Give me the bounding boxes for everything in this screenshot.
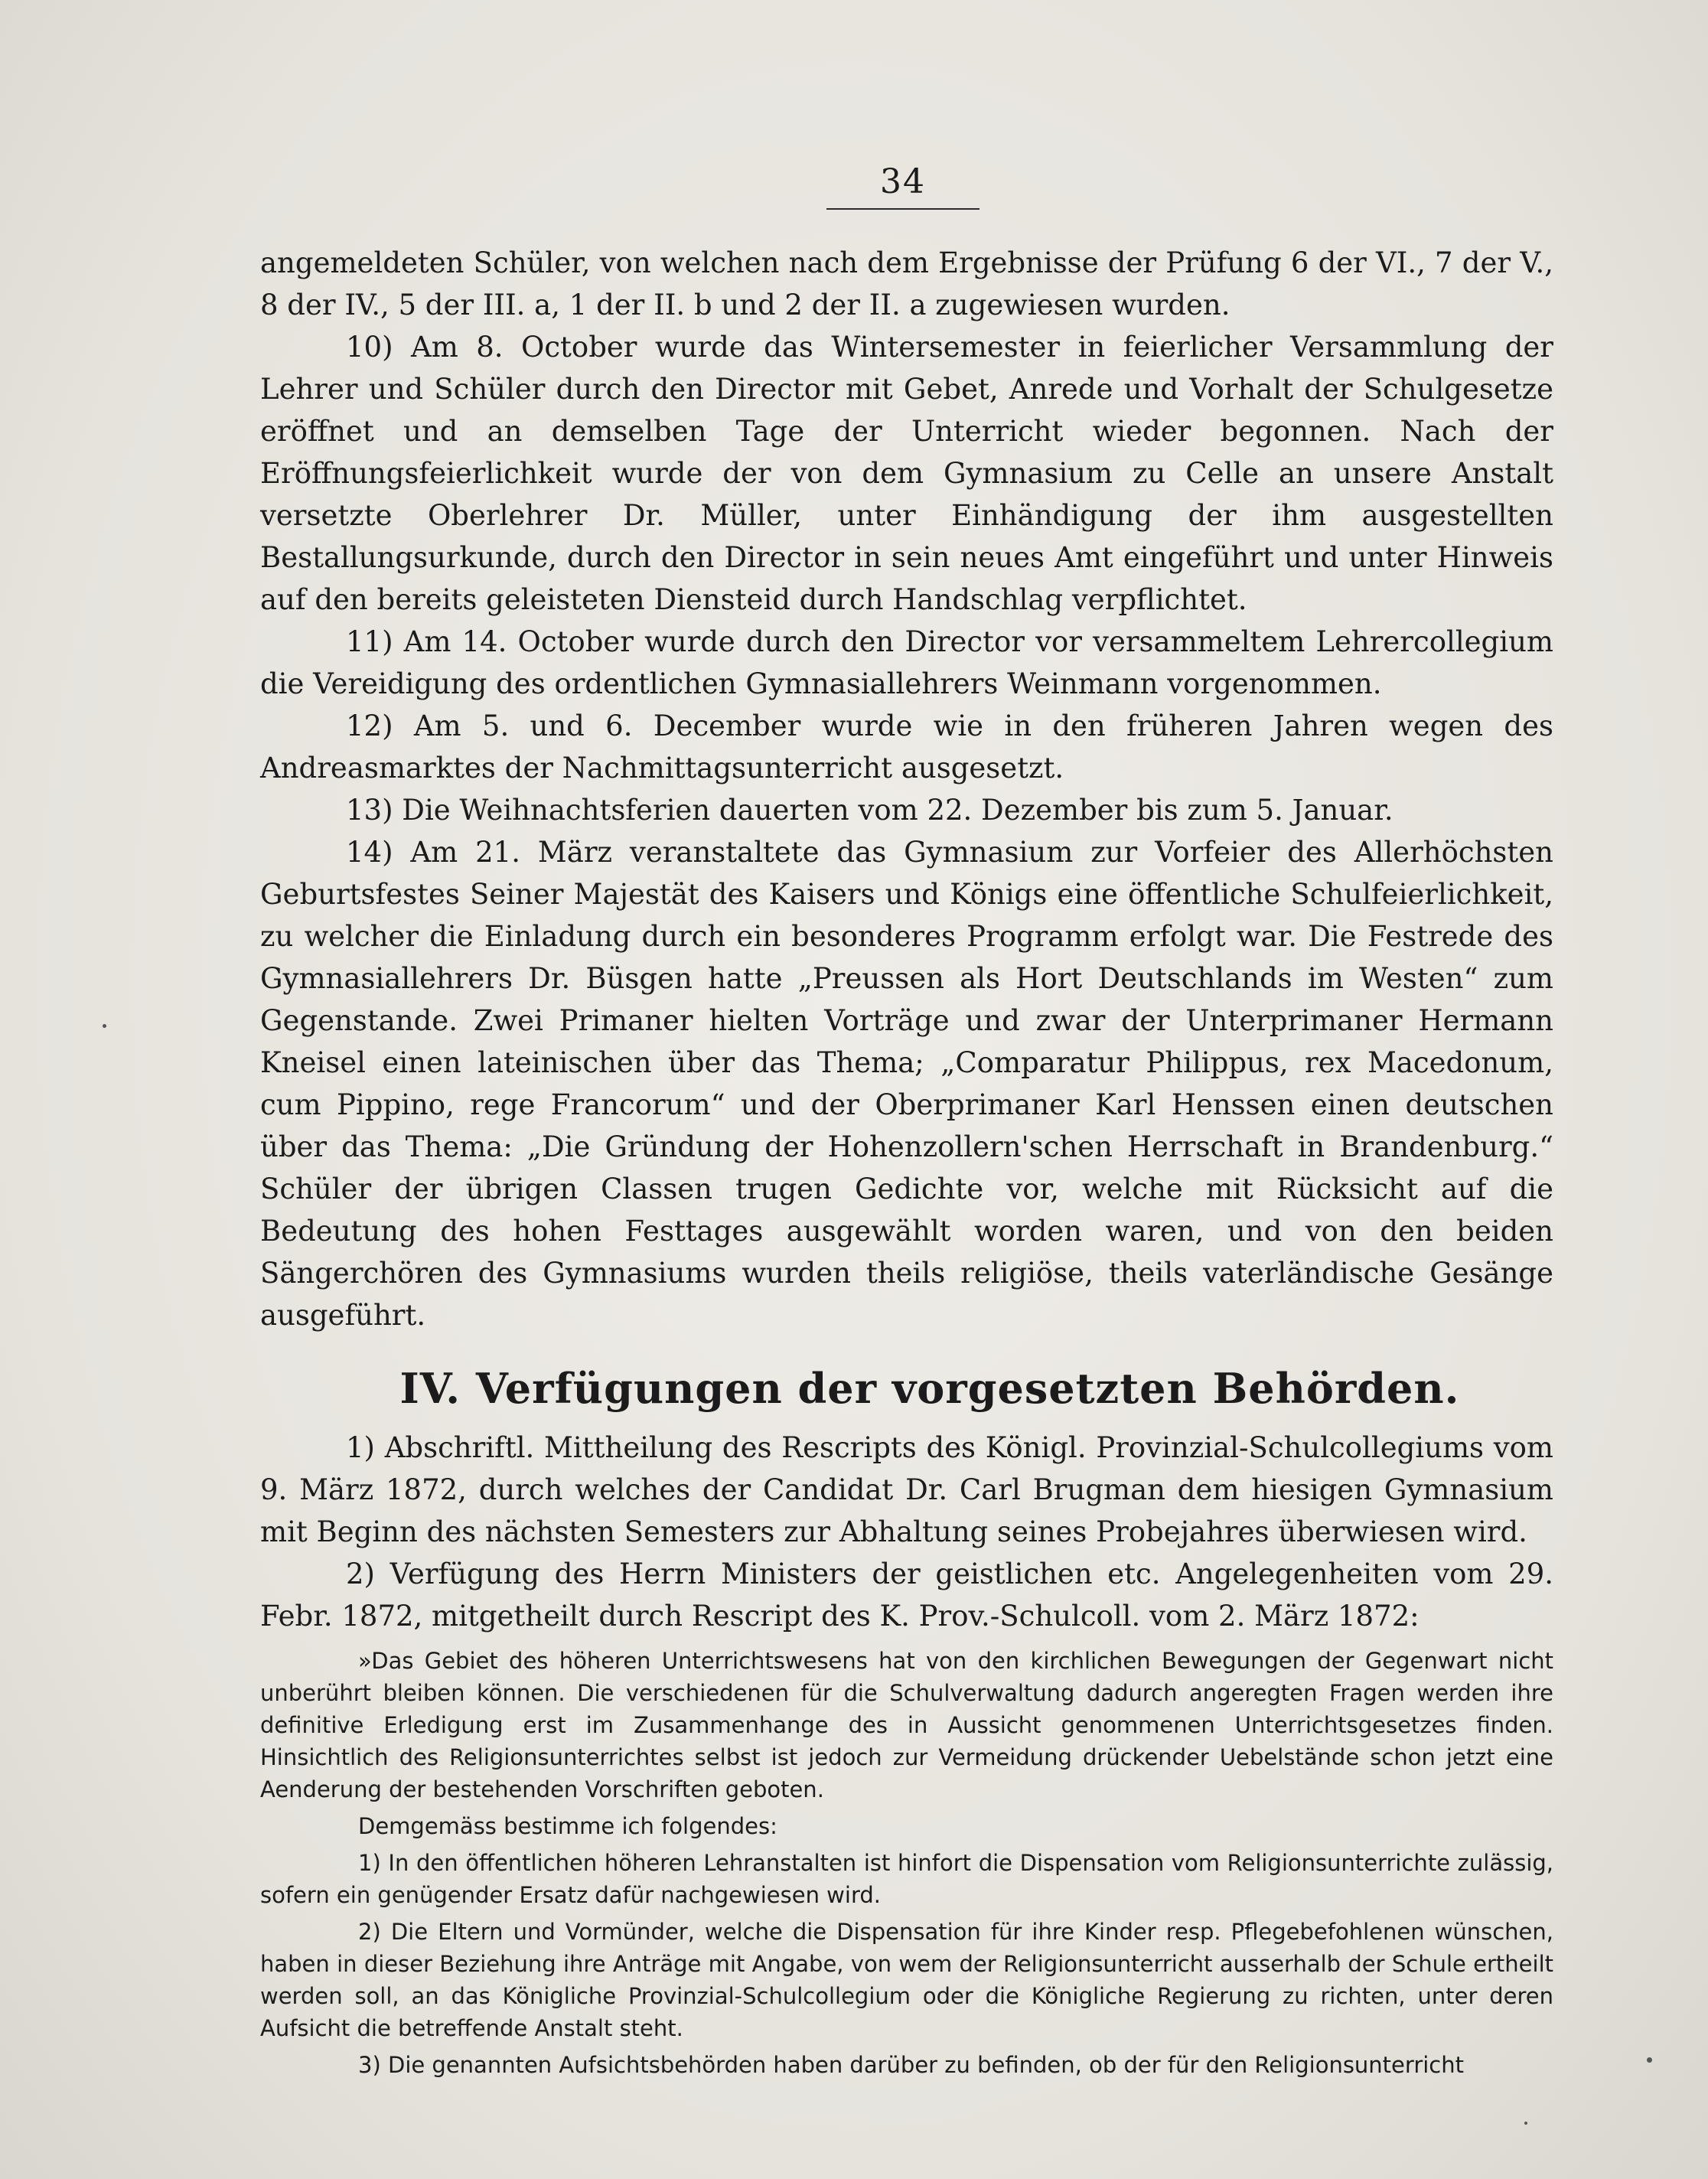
section-item-1: 1) Abschriftl. Mittheilung des Rescripts des Königl. Provinzial-Schulcollegiums vom 9. März 1872, durch welches der Candidat Dr. Carl Brugman dem hiesigen Gymnasium mit Beginn des nächsten Semesters zur Abhaltung seines Probejahres überwiesen wird. xyxy=(260,1431,1553,1548)
paragraph-continuation: angemeldeten Schüler, von welchen nach dem Ergebnisse der Prüfung 6 der VI., 7 der V., 8 der IV., 5 der III. a, 1 der II. b und 2 der II. a zugewiesen wurden. xyxy=(260,246,1553,321)
page-number: 34 xyxy=(880,162,926,201)
section-heading: IV. Verfügungen der vorgesetzten Behörden. xyxy=(399,1364,1460,1413)
paper-speck xyxy=(103,1024,106,1028)
quote-rule-2: 2) Die Eltern und Vormünder, welche die Dispensation für ihre Kinder resp. Pflegebefohlenen wünschen, haben in dieser Beziehung ihre Anträge mit Angabe, von wem der Religionsunterricht ausserhalb der Schule ertheilt werden soll, an das Königliche Provinzial-Schulcollegium oder die Königliche Regierung zu richten, unter deren Aufsicht die betreffende Anstalt steht. xyxy=(260,1919,1553,2041)
quote-intro: »Das Gebiet des höheren Unterrichtswesens hat von den kirchlichen Bewegungen der Gegenwart nicht unberührt bleiben können. Die verschiedenen für die Schulverwaltung dadurch angeregten Fragen werden ihre definitive Erledigung erst im Zusammenhange des in Aussicht genommenen Unterrichtsgesetzes finden. Hinsichtlich des Religionsunterrichtes selbst ist jedoch zur Vermeidung drückender Uebelstände schon jetzt eine Aenderung der bestehenden Vorschriften geboten. xyxy=(260,1648,1553,1802)
paragraph-item-14: 14) Am 21. März veranstaltete das Gymnasium zur Vorfeier des Allerhöchsten Geburtsfestes Seiner Majestät des Kaisers und Königs eine öffentliche Schulfeierlichkeit, zu welcher die Einladung durch ein besonderes Programm erfolgt war. Die Festrede des Gymnasiallehrers Dr. Büsgen hatte „Preussen als Hort Deutschlands im Westen“ zum Gegenstande. Zwei Primaner hielten Vorträge und zwar der Unterprimaner Hermann Kneisel einen lateinischen über das Thema; „Comparatur Philippus, rex Macedonum, cum Pippino, rege Francorum“ und der Oberprimaner Karl Henssen einen deutschen über das Thema: „Die Gründung der Hohenzollern'schen Herrschaft in Brandenburg.“ Schüler der übrigen Classen trugen Gedichte vor, welche mit Rücksicht auf die Bedeutung des hohen Festtages ausgewählt worden waren, und von den beiden Sängerchören des Gymnasiums wurden theils religiöse, theils vaterländische Gesänge ausgeführt. xyxy=(260,836,1553,1332)
page-number-rule xyxy=(826,208,979,210)
section-item-2: 2) Verfügung des Herrn Ministers der geistlichen etc. Angelegenheiten vom 29. Febr. 1872, mitgetheilt durch Rescript des K. Prov.-Schulcoll. vom 2. März 1872: xyxy=(260,1558,1553,1633)
decree-quote xyxy=(260,1645,1553,2081)
document-body xyxy=(260,242,1553,2081)
paragraph-item-11: 11) Am 14. October wurde durch den Director vor versammeltem Lehrercollegium die Vereidigung des ordentlichen Gymnasiallehrers Weinmann vorgenommen. xyxy=(260,625,1553,700)
paragraph-item-13: 13) Die Weihnachtsferien dauerten vom 22. Dezember bis zum 5. Januar. xyxy=(346,794,1393,827)
quote-rule-3: 3) Die genannten Aufsichtsbehörden haben darüber zu befinden, ob der für den Religionsunterricht xyxy=(358,2052,1464,2078)
paragraph-item-10: 10) Am 8. October wurde das Wintersemester in feierlicher Versammlung der Lehrer und Schüler durch den Director mit Gebet, Anrede und Vorhalt der Schulgesetze eröffnet und an demselben Tage der Unterricht wieder begonnen. Nach der Eröffnungsfeierlichkeit wurde der von dem Gymnasium zu Celle an unsere Anstalt versetzte Oberlehrer Dr. Müller, unter Einhändigung der ihm ausgestellten Bestallungsurkunde, durch den Director in sein neues Amt eingeführt und unter Hinweis auf den bereits geleisteten Diensteid durch Handschlag verpflichtet. xyxy=(260,331,1553,616)
paper-speck xyxy=(1647,2057,1652,2063)
paragraph-item-12: 12) Am 5. und 6. December wurde wie in den früheren Jahren wegen des Andreasmarktes der Nachmittagsunterricht ausgesetzt. xyxy=(260,709,1553,785)
quote-rule-1: 1) In den öffentlichen höheren Lehranstalten ist hinfort die Dispensation vom Religionsunterrichte zulässig, sofern ein genügender Ersatz dafür nachgewiesen wird. xyxy=(260,1850,1553,1908)
paper-speck xyxy=(1524,2122,1527,2125)
quote-lead-in: Demgemäss bestimme ich folgendes: xyxy=(358,1813,777,1839)
